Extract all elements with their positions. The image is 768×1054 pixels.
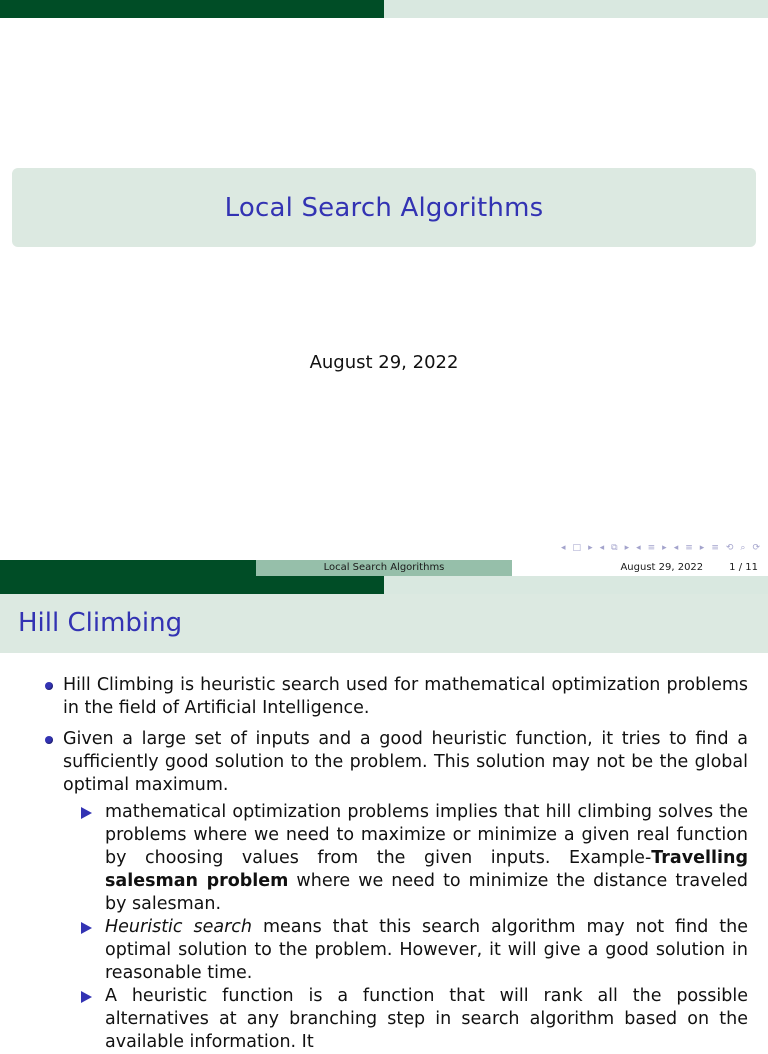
nav-slide-icon[interactable]: □	[572, 543, 582, 553]
sub-bullet-item	[105, 985, 748, 1054]
nav-next-subsection-icon[interactable]: ▸	[662, 543, 667, 553]
bullet-text: Hill Climbing is heuristic search used for mathematical optimization problems in the field of Artificial Intelligence.	[63, 675, 748, 718]
bullet-item	[63, 728, 748, 797]
nav-back-icon[interactable]: ⟲	[725, 543, 734, 553]
bullet-item	[63, 674, 748, 720]
content-slide	[0, 576, 768, 1052]
top-bar-dark	[0, 0, 384, 18]
nav-forward-icon[interactable]: ⟳	[752, 543, 760, 553]
sub-bullet-text-cont: where we need to minimize the distance traveled by salesman.	[105, 871, 748, 914]
top-bar-light	[384, 0, 768, 18]
sub-bullet-item	[105, 916, 748, 985]
presentation-title: Local Search Algorithms	[224, 192, 544, 223]
top-progress-bar-2	[0, 576, 768, 594]
triangle-bullet-icon	[81, 991, 92, 1003]
footer-date: August 29, 2022	[620, 562, 704, 573]
top-progress-bar	[0, 0, 768, 18]
slide-content	[0, 674, 768, 1054]
bullet-ball-icon	[45, 736, 53, 744]
nav-search-icon[interactable]: ⌕	[740, 543, 746, 553]
top-bar-dark-2	[0, 576, 384, 594]
footer-right	[512, 560, 768, 576]
bullet-text: Given a large set of inputs and a good heuristic function, it tries to find a sufficiently good solution to the problem. This solution may not be the global optimal maximum.	[63, 729, 748, 795]
sub-bullet-text: mathematical optimization problems implies that hill climbing solves the problems where we need to maximize or minimize a given real function by choosing values from the given inputs. Example-	[105, 802, 748, 868]
triangle-bullet-icon	[81, 922, 92, 934]
sub-bullet-bold: Travelling salesman problem	[105, 848, 748, 891]
nav-frame-icon[interactable]: ⧉	[611, 543, 618, 553]
nav-prev-slide-icon[interactable]: ◂	[561, 543, 566, 553]
title-box	[12, 168, 756, 247]
footer-left	[0, 560, 256, 576]
nav-prev-frame-icon[interactable]: ◂	[599, 543, 605, 553]
nav-prev-subsection-icon[interactable]: ◂	[636, 543, 641, 553]
frame-title: Hill Climbing	[18, 608, 183, 638]
bullet-ball-icon	[45, 682, 53, 690]
sub-bullet-italic: Heuristic search	[105, 917, 252, 937]
frame-title-bar	[0, 594, 768, 653]
nav-next-slide-icon[interactable]: ▸	[588, 543, 593, 553]
sub-bullet-text: means that this search algorithm may not find the optimal solution to the problem. However, it will give a good solution in reasonable time.	[105, 917, 748, 983]
nav-prev-section-icon[interactable]: ◂	[673, 543, 679, 553]
nav-subsection-icon[interactable]: ≡	[647, 543, 656, 553]
nav-section-icon[interactable]: ≡	[685, 543, 693, 553]
sub-bullet-item	[105, 801, 748, 916]
triangle-bullet-icon	[81, 807, 92, 819]
nav-next-section-icon[interactable]: ▸	[699, 543, 705, 553]
nav-next-frame-icon[interactable]: ▸	[624, 543, 630, 553]
slide-footer	[0, 560, 768, 576]
footer-page-number: 1 / 11	[729, 562, 758, 573]
sub-bullet-text: A heuristic function is a function that will rank all the possible alternatives at any branching step in search algorithm based on the available information. It	[105, 986, 748, 1052]
top-bar-light-2	[384, 576, 768, 594]
presentation-date: August 29, 2022	[309, 352, 459, 373]
nav-document-icon[interactable]: ≡	[711, 543, 719, 553]
beamer-navigation	[561, 540, 760, 556]
footer-title: Local Search Algorithms	[256, 560, 512, 576]
